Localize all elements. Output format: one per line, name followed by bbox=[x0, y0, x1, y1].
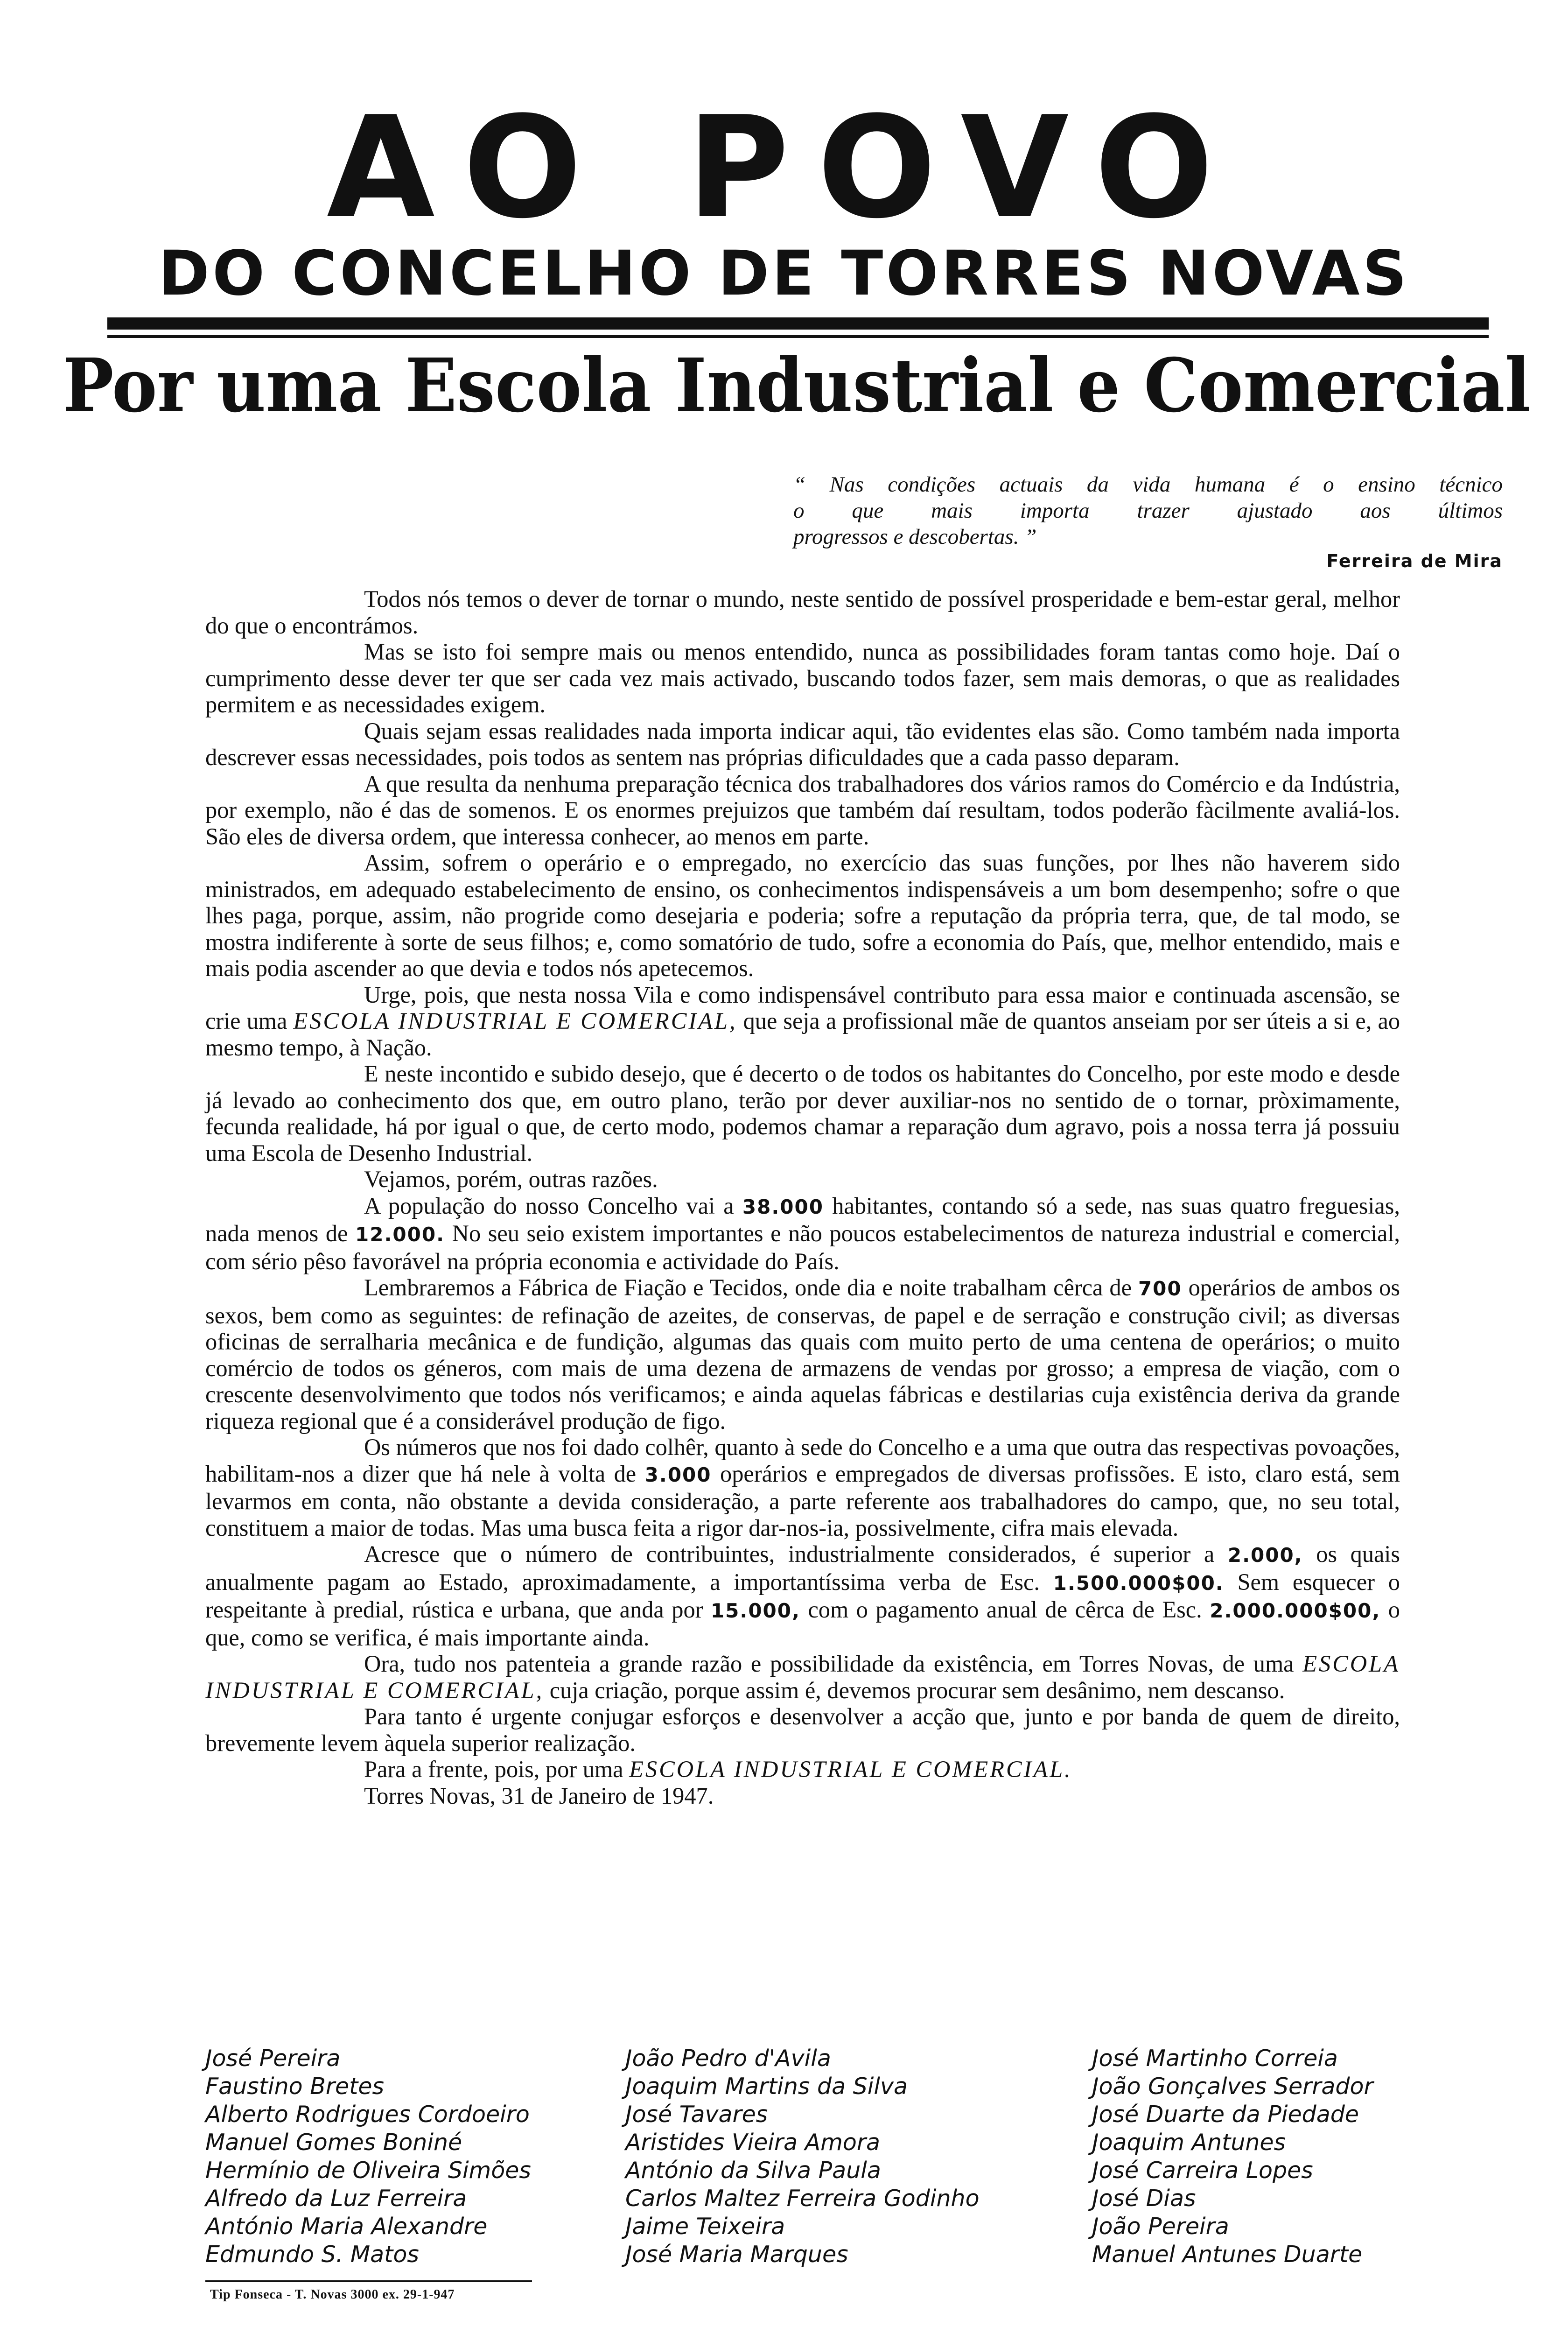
paragraph: E neste incontido e subido desejo, que é decerto o de todos os habitantes do Concelho, por este modo e desde já levado ao conhecimento dos que, em outro plano, terão por dever auxiliar-nos no sentido de o tornar, pròximamente, fecunda realidade, há por igual o que, de certo modo, podemos chamar a reparação dum agravo, pois a nossa terra já possuiu uma Escola de Desenho Industrial. bbox=[205, 1061, 1400, 1166]
property-count-figure: 15.000, bbox=[710, 1599, 800, 1622]
signatory-name: José Tavares bbox=[625, 2101, 768, 2128]
signatory-name: José Dias bbox=[1092, 2185, 1196, 2212]
text-run: o que, como se verifica, é mais importante ainda. bbox=[205, 1596, 1400, 1651]
signatory-name: Carlos Maltez Ferreira Godinho bbox=[625, 2185, 980, 2212]
epigraph-line: o que mais importa trazer ajustado aos últimos bbox=[793, 499, 1503, 523]
paragraph bbox=[205, 1193, 1400, 1275]
signature-column bbox=[205, 2045, 531, 2269]
signatory-name: Edmundo S. Matos bbox=[205, 2241, 419, 2268]
text-run: os quais anualmente pagam ao Estado, aproximadamente, a importantíssima verba de Esc. bbox=[205, 1541, 1400, 1595]
paragraph: Mas se isto foi sempre mais ou menos entendido, nunca as possibilidades foram tantas como hoje. Daí o cumprimento desse dever ter que ser cada vez mais activado, buscando todos fazer, sem mais demoras, o que as realidades permitem e as necessidades exigem. bbox=[205, 639, 1400, 717]
main-title: AO POVO bbox=[326, 86, 1242, 249]
paragraph: Todos nós temos o dever de tornar o mundo, neste sentido de possível prosperidade e bem-estar geral, melhor do que o encontrámos. bbox=[205, 586, 1400, 639]
signatory-name: Joaquim Martins da Silva bbox=[625, 2073, 908, 2100]
closing-line bbox=[205, 1756, 1400, 1783]
paragraph: Para tanto é urgente conjugar esforços e desenvolver a acção que, junto e por banda de quem de direito, brevemente levem àquela superior realização. bbox=[205, 1703, 1400, 1756]
subtitle: DO CONCELHO DE TORRES NOVAS bbox=[158, 238, 1410, 309]
paragraph bbox=[205, 1274, 1400, 1434]
epigraph-line: progressos e descobertas. ” bbox=[793, 525, 1037, 549]
text-run: operários e empregados de diversas profissões. E isto, claro está, sem levarmos em conta, não obstante a devida consideração, a parte referente aos trabalhadores do campo, que, no seu total, constituem a maior de todas. Mas uma busca feita a rigor dar-nos-ia, possivelmente, cifra mais elevada. bbox=[205, 1460, 1400, 1541]
divider-thin bbox=[107, 335, 1489, 338]
paragraph bbox=[205, 1434, 1400, 1541]
signatory-name: Joaquim Antunes bbox=[1092, 2129, 1286, 2156]
paragraph bbox=[205, 1651, 1400, 1703]
paragraph: Assim, sofrem o operário e o empregado, no exercício das suas funções, por lhes não haverem sido ministrados, em adequado estabelecimento de ensino, os conhecimentos indispensáveis a um bom desempenho; sofre o que lhes paga, porque, assim, não progride como desejaria e poderia; sofre a reputação da própria terra, que, de tal modo, se mostra indiferente à sorte de seus filhos; e, como somatório de tudo, sofre a economia do País, que, melhor entendido, mais e mais podia ascender ao que devia e todos nós apetecemos. bbox=[205, 850, 1400, 981]
paragraph: Quais sejam essas realidades nada importa indicar aqui, tão evidentes elas são. Como também nada importa descrever essas necessidades, pois todos as sentem nas próprias dificuldades que a cada passo deparam. bbox=[205, 717, 1400, 770]
paragraph: A que resulta da nenhuma preparação técnica dos trabalhadores dos vários ramos do Comércio e da Indústria, por exemplo, não é das de somenos. E os enormes prejuizos que também daí resultam, todos poderão fàcilmente avaliá-los. São eles de diversa ordem, que interessa conhecer, ao menos em parte. bbox=[205, 770, 1400, 850]
signatory-name: João Gonçalves Serrador bbox=[1092, 2073, 1373, 2100]
text-run: A população do nosso Concelho vai a bbox=[364, 1192, 742, 1219]
text-run: Para a frente, pois, por uma bbox=[364, 1756, 630, 1782]
text-run: No seu seio existem importantes e não poucos estabelecimentos de natureza industrial e comercial, com sério pêso favorável na própria economia e actividade do País. bbox=[205, 1220, 1400, 1274]
text-run: habitantes, contando só a sede, nas suas quatro freguesias, nada menos de bbox=[205, 1192, 1400, 1246]
text-run: Urge, pois, que nesta nossa Vila e como indispensável contributo para essa maior e continuada ascensão, se crie uma bbox=[205, 981, 1400, 1034]
taxpayers-figure: 2.000, bbox=[1227, 1544, 1303, 1567]
signatory-name: Faustino Bretes bbox=[205, 2073, 385, 2100]
paragraph: Vejamos, porém, outras razões. bbox=[364, 1166, 658, 1192]
epigraph-line: “ Nas condições actuais da vida humana é o ensino técnico bbox=[793, 472, 1503, 497]
signatory-name: Manuel Antunes Duarte bbox=[1092, 2241, 1363, 2268]
signature-column bbox=[625, 2045, 980, 2269]
signatory-name: Jaime Teixeira bbox=[625, 2213, 785, 2240]
school-name-emphasis: ESCOLA INDUSTRIAL E COMERCIAL, bbox=[205, 1651, 1400, 1703]
text-run: Ora, tudo nos patenteia a grande razão e possibilidade da existência, em Torres Novas, de uma bbox=[364, 1651, 1303, 1677]
signatory-name: Aristides Vieira Amora bbox=[625, 2129, 881, 2156]
seat-population-figure: 12.000. bbox=[355, 1223, 445, 1246]
text-run: que seja a profissional mãe de quantos anseiam por ser úteis a si e, ao mesmo tempo, à Nação. bbox=[205, 1008, 1400, 1061]
signature-column bbox=[1092, 2045, 1373, 2269]
headline-escola: Por uma Escola Industrial e Comercial bbox=[63, 343, 1531, 429]
population-figure: 38.000 bbox=[742, 1195, 824, 1218]
signatory-name: José Carreira Lopes bbox=[1092, 2157, 1313, 2184]
signatory-name: José Martinho Correia bbox=[1092, 2045, 1338, 2072]
dateline: Torres Novas, 31 de Janeiro de 1947. bbox=[364, 1782, 714, 1809]
text-run: operários de ambos os sexos, bem como as seguintes: de refinação de azeites, de conservas, de papel e de serração e construção civil; as diversas oficinas de serralharia mecânica e de fundição, algumas das quais com muito perto de uma centena de operários; o muito comércio de todos os géneros, com mais de uma dezena de armazens de vendas por grosso; a empresa de viação, com o crescente desenvolvimento que todos nós verificamos; e ainda aquelas fábricas e destilarias cuja existência deriva da grande riqueza regional que é a considerável produção de figo. bbox=[205, 1274, 1400, 1434]
signatory-name: Hermínio de Oliveira Simões bbox=[205, 2157, 531, 2184]
signatory-name: João Pereira bbox=[1092, 2213, 1229, 2240]
text-run: com o pagamento anual de cêrca de Esc. bbox=[800, 1596, 1210, 1623]
operarios-figure: 3.000 bbox=[644, 1463, 712, 1486]
text-run: Acresce que o número de contribuintes, industrialmente considerados, é superior a bbox=[364, 1541, 1228, 1567]
signatory-name: José Maria Marques bbox=[625, 2241, 848, 2268]
workers-figure: 700 bbox=[1138, 1277, 1182, 1300]
text-run: Os números que nos foi dado colhêr, quanto à sede do Concelho e a uma que outra das respectivas povoações, habilitam-nos a dizer que há nele à volta de bbox=[205, 1434, 1400, 1487]
signatory-name: Manuel Gomes Boniné bbox=[205, 2129, 462, 2156]
text-run: Lembraremos a Fábrica de Fiação e Tecidos, onde dia e noite trabalham cêrca de bbox=[364, 1274, 1138, 1301]
text-run: cuja criação, porque assim é, devemos procurar sem desânimo, nem descanso. bbox=[544, 1677, 1285, 1703]
signatory-name: José Duarte da Piedade bbox=[1092, 2101, 1359, 2128]
signatory-name: António Maria Alexandre bbox=[205, 2213, 488, 2240]
signatory-name: António da Silva Paula bbox=[625, 2157, 881, 2184]
imprint-divider bbox=[205, 2280, 532, 2282]
signatory-name: Alfredo da Luz Ferreira bbox=[205, 2185, 467, 2212]
paragraph bbox=[205, 982, 1400, 1061]
school-name-emphasis: ESCOLA INDUSTRIAL E COMERCIAL. bbox=[629, 1756, 1072, 1782]
manifesto-body bbox=[205, 586, 1400, 1809]
divider-thick bbox=[107, 317, 1489, 330]
signatory-name: José Pereira bbox=[205, 2045, 341, 2072]
text-run: Sem esquecer o respeitante à predial, rústica e urbana, que anda por bbox=[205, 1568, 1400, 1623]
signatory-name: Alberto Rodrigues Cordoeiro bbox=[205, 2101, 530, 2128]
industrial-tax-figure: 1.500.000$00. bbox=[1053, 1571, 1224, 1595]
epigraph-quote bbox=[793, 471, 1503, 550]
epigraph-author: Ferreira de Mira bbox=[1326, 551, 1503, 571]
school-name-emphasis: ESCOLA INDUSTRIAL E COMERCIAL, bbox=[293, 1008, 737, 1034]
property-tax-figure: 2.000.000$00, bbox=[1210, 1599, 1381, 1622]
signatory-name: João Pedro d'Avila bbox=[625, 2045, 831, 2072]
paragraph bbox=[205, 1541, 1400, 1651]
printer-imprint: Tip Fonseca - T. Novas 3000 ex. 29-1-947 bbox=[210, 2287, 455, 2302]
